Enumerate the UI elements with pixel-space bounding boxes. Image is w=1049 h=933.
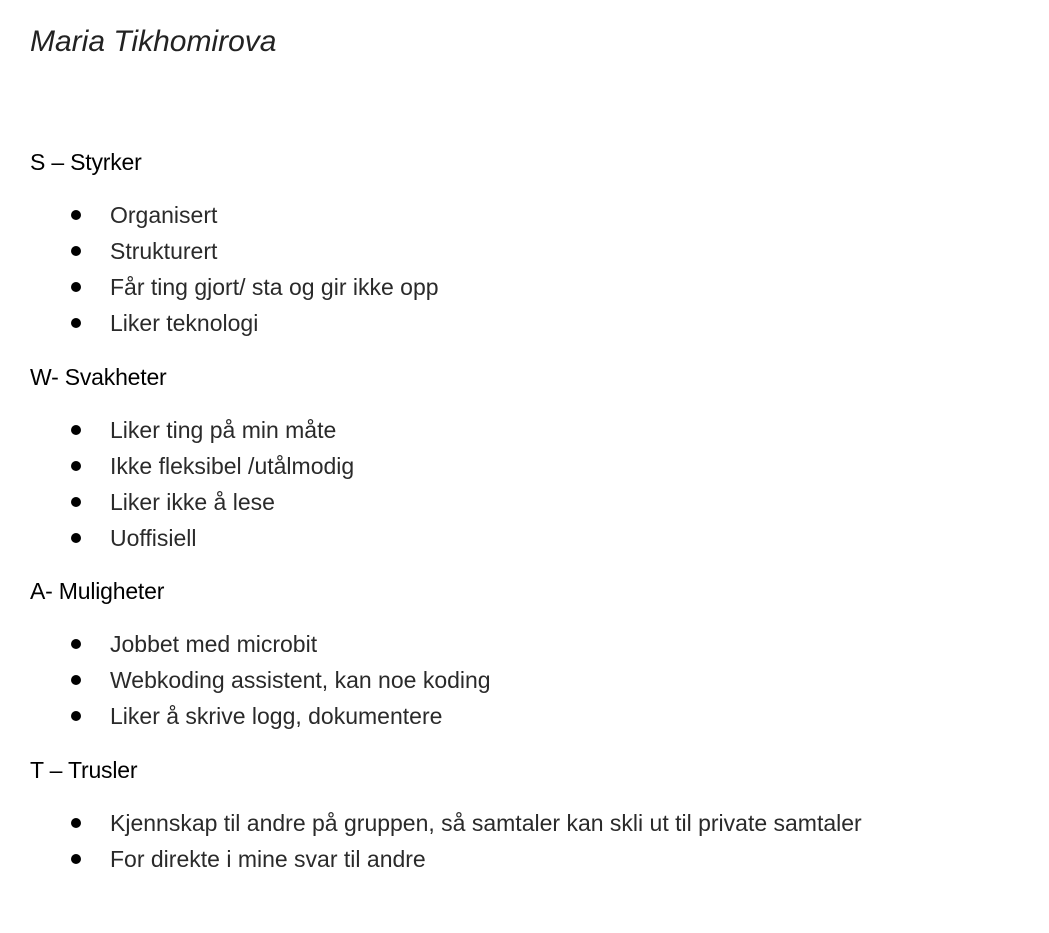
bullet-icon [71, 497, 81, 507]
list-item-text: Uoffisiell [110, 525, 197, 551]
list-item-text: Liker å skrive logg, dokumentere [110, 703, 443, 729]
list-item [0, 629, 1000, 665]
opportunities-list [0, 629, 1000, 737]
bullet-icon [71, 818, 81, 828]
list-item-text: Webkoding assistent, kan noe koding [110, 667, 491, 693]
list-item-text: Ikke fleksibel /utålmodig [110, 453, 355, 479]
bullet-icon [71, 533, 81, 543]
bullet-icon [71, 639, 81, 649]
section-heading-opportunities: A- Muligheter [30, 578, 165, 604]
list-item [0, 808, 1000, 844]
list-item [0, 487, 1000, 523]
list-item [0, 523, 1000, 559]
weaknesses-list [0, 415, 1000, 559]
bullet-icon [71, 711, 81, 721]
bullet-icon [71, 461, 81, 471]
list-item [0, 200, 1000, 236]
list-item [0, 665, 1000, 701]
list-item [0, 236, 1000, 272]
list-item-text: Får ting gjort/ sta og gir ikke opp [110, 274, 439, 300]
strengths-list [0, 200, 1000, 344]
bullet-icon [71, 425, 81, 435]
list-item [0, 272, 1000, 308]
section-heading-threats: T – Trusler [30, 757, 138, 783]
list-item-text: Liker teknologi [110, 310, 259, 336]
document-title: Maria Tikhomirova [30, 25, 277, 58]
list-item-text: Liker ting på min måte [110, 417, 337, 443]
list-item-text: Organisert [110, 202, 218, 228]
bullet-icon [71, 246, 81, 256]
list-item-text: Jobbet med microbit [110, 631, 318, 657]
bullet-icon [71, 282, 81, 292]
list-item-text: For direkte i mine svar til andre [110, 846, 426, 872]
list-item [0, 844, 1000, 880]
threats-list [0, 808, 1000, 880]
list-item [0, 451, 1000, 487]
list-item [0, 415, 1000, 451]
bullet-icon [71, 854, 81, 864]
bullet-icon [71, 210, 81, 220]
list-item-text: Kjennskap til andre på gruppen, så samtaler kan skli ut til private samtaler [110, 810, 862, 836]
list-item-text: Liker ikke å lese [110, 489, 275, 515]
section-heading-weaknesses: W- Svakheter [30, 364, 167, 390]
section-heading-strengths: S – Styrker [30, 149, 142, 175]
list-item [0, 308, 1000, 344]
list-item [0, 701, 1000, 737]
list-item-text: Strukturert [110, 238, 218, 264]
bullet-icon [71, 675, 81, 685]
bullet-icon [71, 318, 81, 328]
